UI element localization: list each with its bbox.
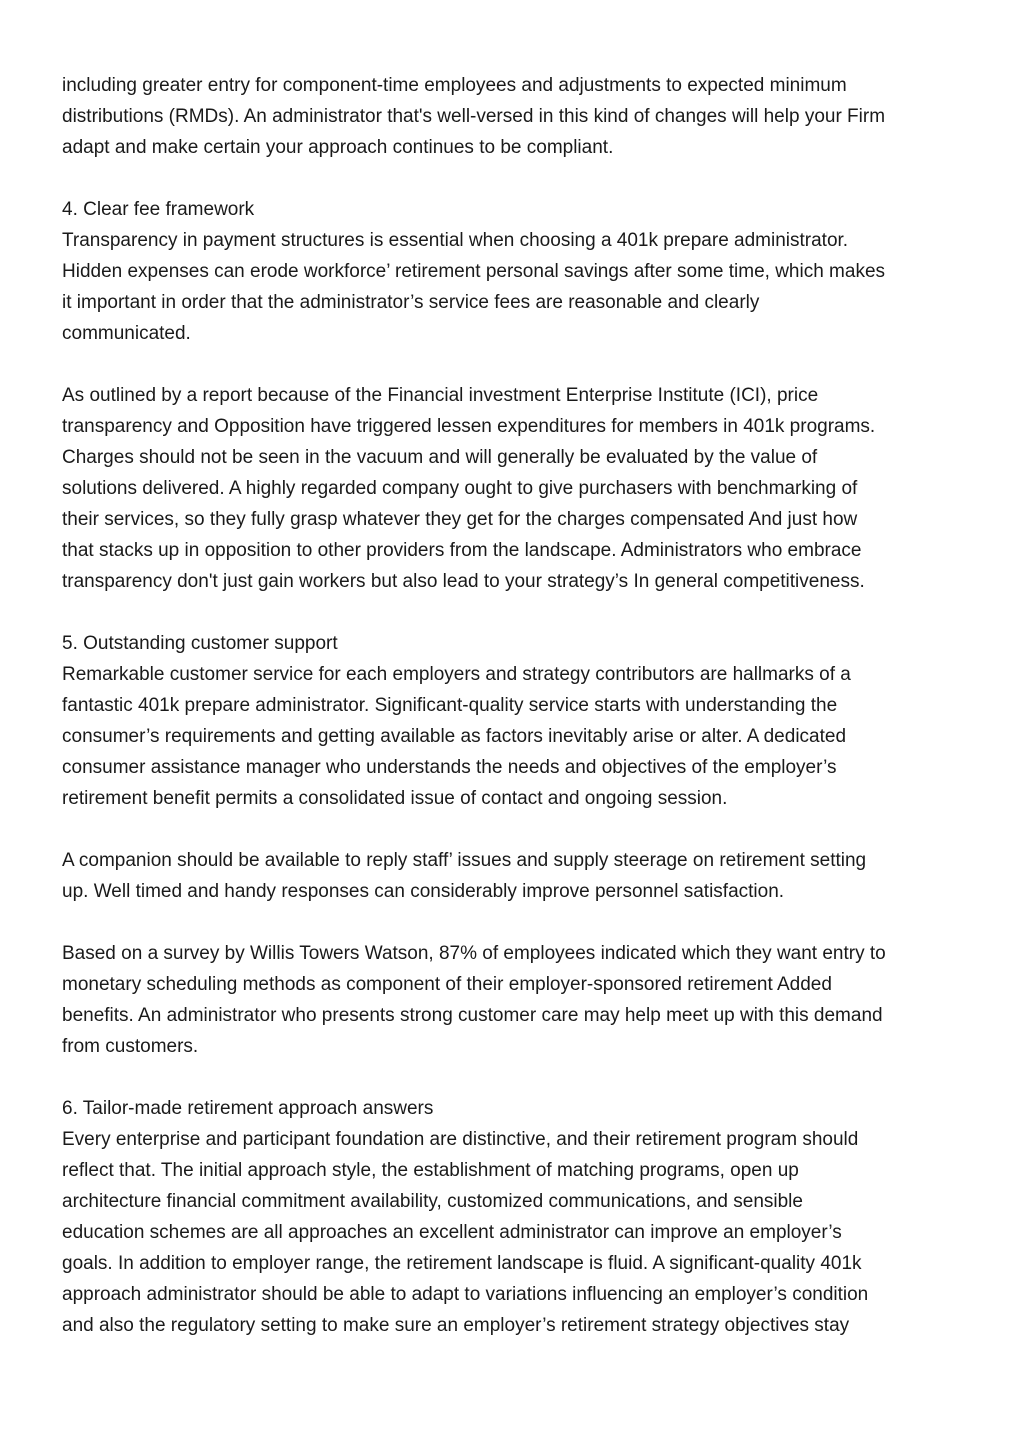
- text-line: distributions (RMDs). An administrator that's well-versed in this kind of changes will help your Firm: [62, 106, 886, 127]
- paragraph-companion: [62, 845, 972, 907]
- text-line: A companion should be available to reply staff’ issues and supply steerage on retirement setting: [62, 850, 867, 871]
- text-line: As outlined by a report because of the Financial investment Enterprise Institute (ICI), price: [62, 385, 819, 406]
- text-line: it important in order that the administrator’s service fees are reasonable and clearly: [62, 292, 760, 313]
- text-line: monetary scheduling methods as component of their employer-sponsored retirement Added: [62, 974, 832, 995]
- text-line: education schemes are all approaches an excellent administrator can improve an employer’s: [62, 1222, 842, 1243]
- text-line: transparency don't just gain workers but also lead to your strategy’s In general competitiveness.: [62, 571, 865, 592]
- text-line: Every enterprise and participant foundation are distinctive, and their retirement program should: [62, 1129, 859, 1150]
- text-line: transparency and Opposition have triggered lessen expenditures for members in 401k programs.: [62, 416, 876, 437]
- text-line: fantastic 401k prepare administrator. Significant-quality service starts with understanding the: [62, 695, 838, 716]
- text-line: up. Well timed and handy responses can considerably improve personnel satisfaction.: [62, 881, 785, 902]
- section-heading: 6. Tailor-made retirement approach answers: [62, 1098, 434, 1119]
- text-line: Transparency in payment structures is essential when choosing a 401k prepare administrator.: [62, 230, 849, 251]
- text-line: including greater entry for component-time employees and adjustments to expected minimum: [62, 75, 847, 96]
- text-line: and also the regulatory setting to make sure an employer’s retirement strategy objectives stay: [62, 1315, 850, 1336]
- section-heading: 5. Outstanding customer support: [62, 633, 338, 654]
- text-line: Hidden expenses can erode workforce’ retirement personal savings after some time, which makes: [62, 261, 886, 282]
- text-line: adapt and make certain your approach continues to be compliant.: [62, 137, 614, 158]
- text-line: communicated.: [62, 323, 191, 344]
- section-customer-support: [62, 628, 972, 814]
- text-line: architecture financial commitment availability, customized communications, and sensible: [62, 1191, 803, 1212]
- text-line: benefits. An administrator who presents strong customer care may help meet up with this demand: [62, 1005, 883, 1026]
- section-heading: 4. Clear fee framework: [62, 199, 255, 220]
- text-line: consumer assistance manager who understands the needs and objectives of the employer’s: [62, 757, 837, 778]
- text-line: Based on a survey by Willis Towers Watson, 87% of employees indicated which they want entry to: [62, 943, 886, 964]
- text-line: their services, so they fully grasp whatever they get for the charges compensated And just how: [62, 509, 858, 530]
- text-line: approach administrator should be able to adapt to variations influencing an employer’s condition: [62, 1284, 869, 1305]
- text-line: from customers.: [62, 1036, 199, 1057]
- section-tailor-made-answers: [62, 1093, 972, 1341]
- paragraph-rmd-changes: [62, 70, 972, 163]
- text-line: solutions delivered. A highly regarded company ought to give purchasers with benchmarking of: [62, 478, 858, 499]
- text-line: consumer’s requirements and getting available as factors inevitably arise or alter. A dedicated: [62, 726, 847, 747]
- text-line: Charges should not be seen in the vacuum and will generally be evaluated by the value of: [62, 447, 818, 468]
- section-clear-fee-framework: [62, 194, 972, 349]
- document-body: [62, 70, 972, 1372]
- paragraph-ici-report: [62, 380, 972, 597]
- text-line: Remarkable customer service for each employers and strategy contributors are hallmarks of a: [62, 664, 851, 685]
- paragraph-survey: [62, 938, 972, 1062]
- text-line: goals. In addition to employer range, the retirement landscape is fluid. A significant-quality 401k: [62, 1253, 862, 1274]
- text-line: retirement benefit permits a consolidated issue of contact and ongoing session.: [62, 788, 728, 809]
- text-line: that stacks up in opposition to other providers from the landscape. Administrators who embrace: [62, 540, 862, 561]
- text-line: reflect that. The initial approach style, the establishment of matching programs, open up: [62, 1160, 799, 1181]
